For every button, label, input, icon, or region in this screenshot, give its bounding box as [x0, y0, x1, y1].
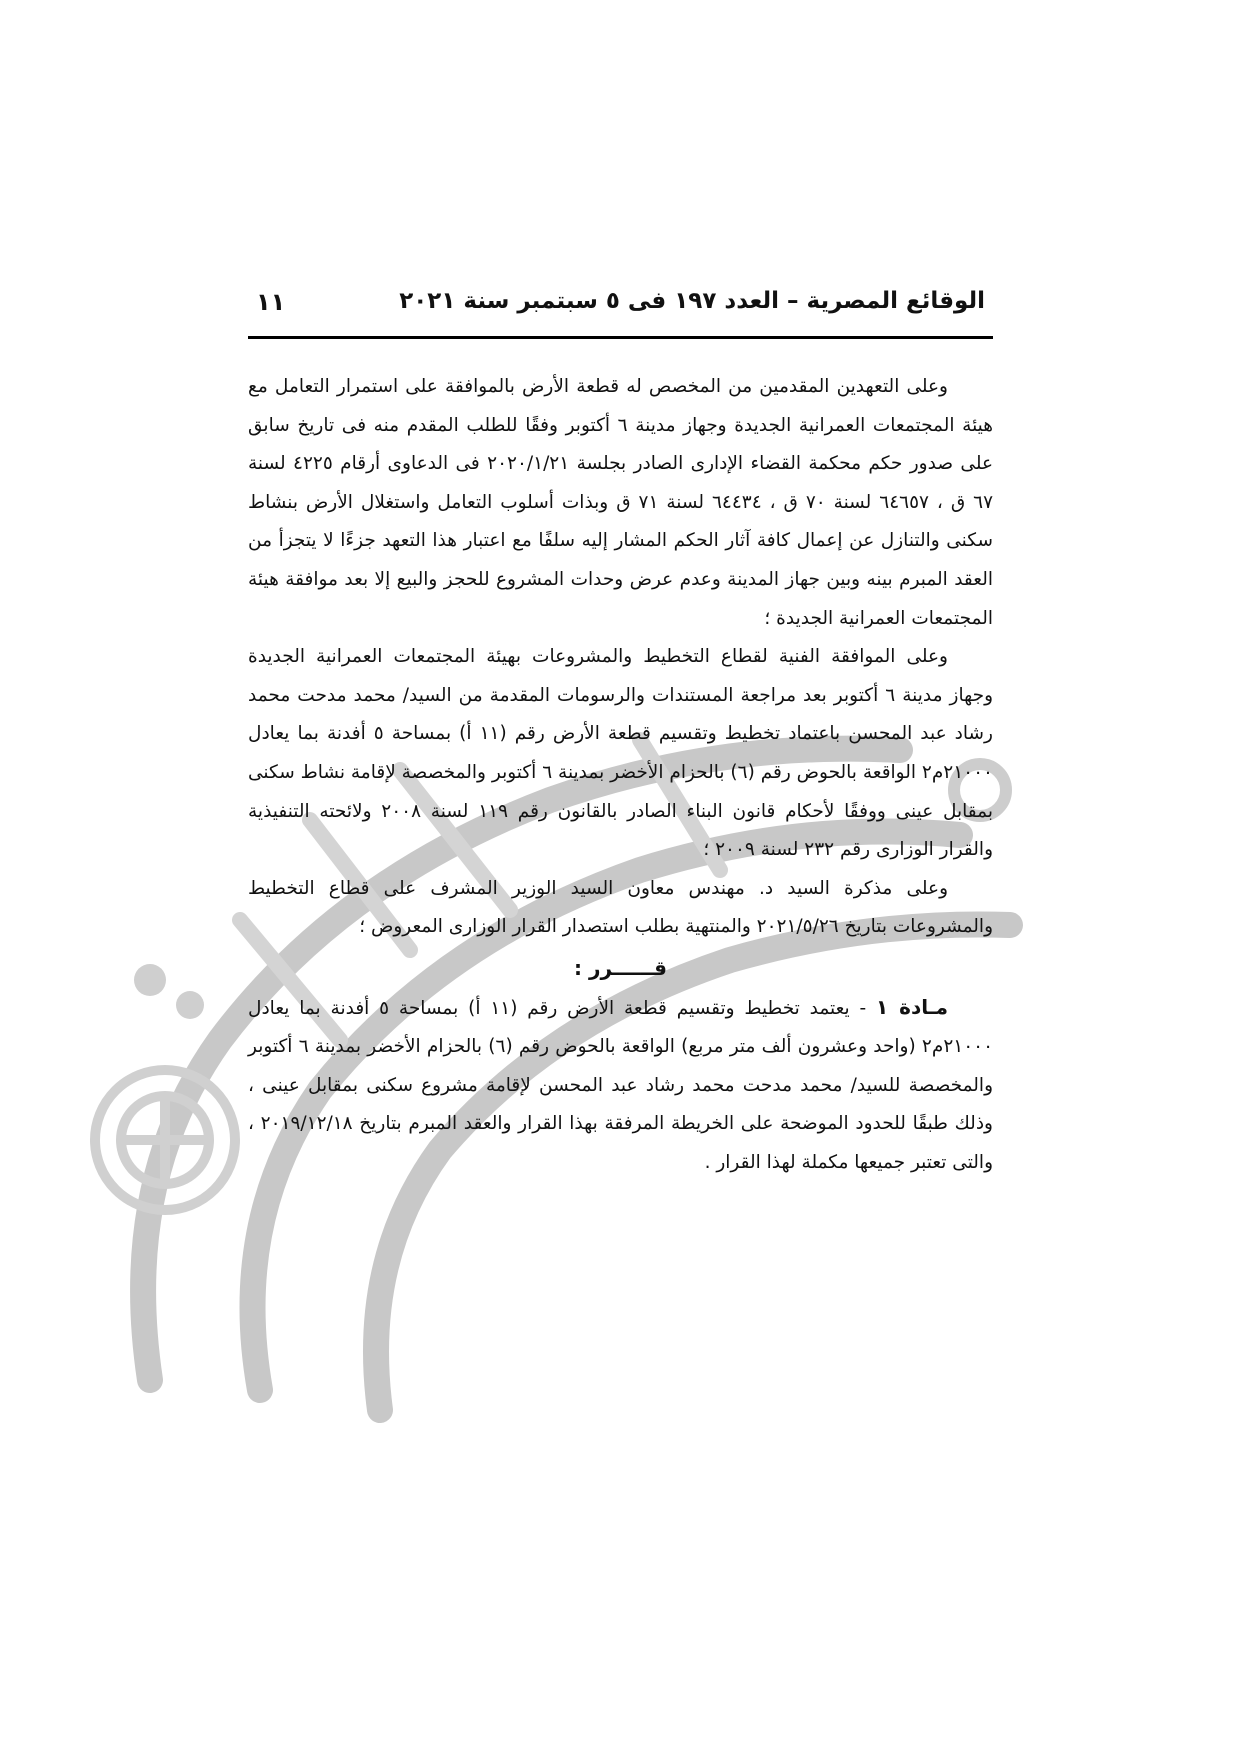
- article-1-text: - يعتمد تخطيط وتقسيم قطعة الأرض رقم (١١ أ) بمساحة ٥ أفدنة بما يعادل ٢١٠٠٠م٢ (واحد وعشرون ألف متر مربع) الواقعة بالحوض رقم (٦) بالحزام الأخضر بمدينة ٦ أكتوبر والمخصصة للسيد/ محمد مدحت محمد رشاد عبد المحسن لإقامة مشروع سكنى بمقابل عينى ، وذلك طبقًا للحدود الموضحة على الخريطة المرفقة بهذا القرار والعقد المبرم بتاريخ ٢٠١٩/١٢/١٨ ، والتى تعتبر جميعها مكملة لهذا القرار .: [248, 997, 994, 1173]
- article-1: [248, 988, 993, 1183]
- paragraph-technical-approval: وعلى الموافقة الفنية لقطاع التخطيط والمشروعات بهيئة المجتمعات العمرانية الجديدة وجهاز مدينة ٦ أكتوبر بعد مراجعة المستندات والرسومات المقدمة من السيد/ محمد مدحت محمد رشاد عبد المحسن باعتماد تخطيط وتقسيم قطعة الأرض رقم (١١ أ) بمساحة ٥ أفدنة بما يعادل ٢١٠٠٠م٢ الواقعة بالحوض رقم (٦) بالحزام الأخضر بمدينة ٦ أكتوبر والمخصصة لإقامة نشاط سكنى بمقابل عينى ووفقًا لأحكام قانون البناء الصادر بالقانون رقم ١١٩ لسنة ٢٠٠٨ ولائحته التنفيذية والقرار الوزارى رقم ٢٣٢ لسنة ٢٠٠٩ ؛: [248, 646, 994, 861]
- paragraph-undertakings: وعلى التعهدين المقدمين من المخصص له قطعة الأرض بالموافقة على استمرار التعامل مع هيئة المجتمعات العمرانية الجديدة وجهاز مدينة ٦ أكتوبر وفقًا للطلب المقدم منه فى تاريخ سابق على صدور حكم محكمة القضاء الإدارى الصادر بجلسة ٢٠٢٠/١/٢١ فى الدعاوى أرقام ٤٢٢٥ لسنة ٦٧ ق ، ٦٤٦٥٧ لسنة ٧٠ ق ، ٦٤٤٣٤ لسنة ٧١ ق وبذات أسلوب التعامل واستغلال الأرض بنشاط سكنى والتنازل عن إعمال كافة آثار الحكم المشار إليه سلفًا مع اعتبار هذا التعهد جزءًا لا يتجزأ من العقد المبرم بينه وبين جهاز المدينة وعدم عرض وحدات المشروع للحجز والبيع إلا بعد موافقة هيئة المجتمعات العمرانية الجديدة ؛: [248, 376, 994, 629]
- paragraph-memorandum: وعلى مذكرة السيد د. مهندس معاون السيد الوزير المشرف على قطاع التخطيط والمشروعات بتاريخ ٢٠٢١/٥/٢٦ والمنتهية بطلب استصدار القرار الوزارى المعروض ؛: [248, 877, 993, 938]
- page-number: ١١: [256, 288, 286, 316]
- document-body: [248, 368, 993, 1182]
- header-divider: [248, 336, 993, 339]
- article-1-label: مـادة ١: [876, 994, 948, 1019]
- gazette-title: الوقائع المصرية – العدد ١٩٧ فى ٥ سبتمبر سنة ٢٠٢١: [399, 288, 985, 314]
- page-header: [248, 282, 993, 326]
- decision-heading: قــــــرر :: [573, 955, 668, 980]
